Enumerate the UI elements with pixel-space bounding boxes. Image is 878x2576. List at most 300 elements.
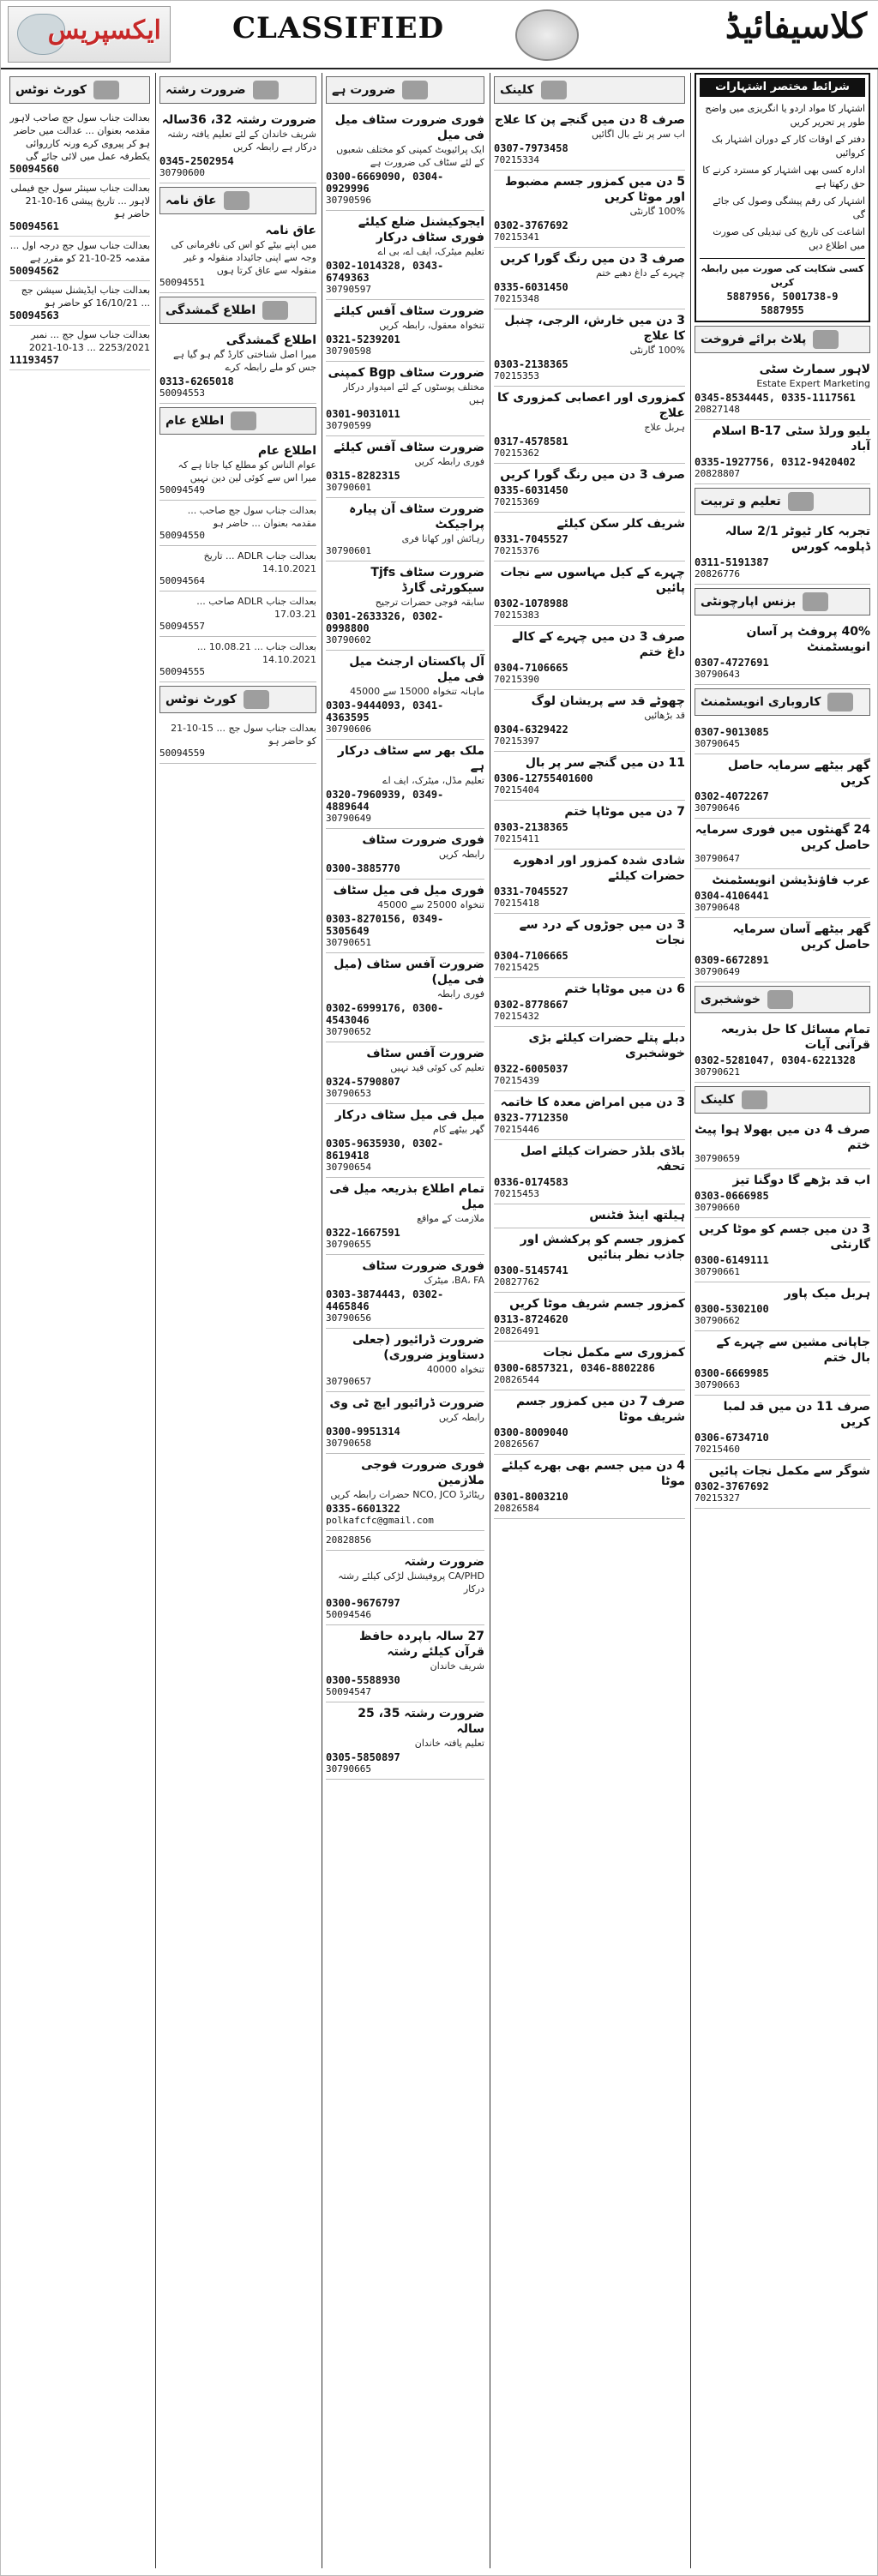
classified-ad [695,1282,870,1331]
ad-code: 30790606 [326,724,371,735]
ad-headline: عرب فاؤنڈیشن انویسٹمنٹ [712,874,870,887]
ad-body: تنخواہ معقول، رابطہ کریں [379,320,484,331]
ad-phone: 0317-4578581 [494,435,568,447]
section-header [695,688,870,716]
classified-ad [695,420,870,484]
classified-ad [695,621,870,685]
classified-ad [695,918,870,982]
ad-headline: صرف 3 دن میں رنگ گورا کریں [500,468,685,482]
ad-body: تعلیم کی کوئی قید نہیں [390,1062,484,1073]
classified-ad [326,1392,484,1454]
ad-headline: ضرورت رشتہ 32، 36سالہ [161,113,316,127]
classified-ad [695,520,870,585]
classified-ad [326,561,484,651]
classified-ad [326,109,484,211]
classified-ad [494,850,685,914]
section-title: عاق نامہ [165,194,217,207]
ad-headline: صرف 11 دن میں قد لمبا کریں [723,1400,870,1429]
classified-ad [326,1454,484,1531]
ad-code: 70215383 [494,609,539,621]
ad-headline: عاق نامہ [265,224,316,237]
ad-body: عوام الناس کو مطلع کیا جاتا ہے کہ میرا اس سے کوئی لین دین نہیں [177,459,316,483]
ad-code: 30790597 [326,284,371,295]
ad-headline: ضرورت آفس سٹاف (میل فی میل) [334,958,484,987]
section-icon [244,690,269,709]
ad-headline: 6 دن میں موٹاپا ختم [564,982,685,996]
notice-text: بعدالت جناب سول جج درجہ اول ... مقدمہ 25-10-21 کو مقرر ہے [9,240,150,264]
ad-code: 70215353 [494,370,539,381]
ad-phone: 0315-8282315 [326,470,400,482]
classified-ad [695,1169,870,1218]
ad-headline: 24 گھنٹوں میں فوری سرمایہ حاصل کریں [695,823,870,852]
section-icon [827,693,853,712]
section-title: تعلیم و تربیت [701,495,781,508]
section-icon [262,301,288,320]
ad-headline: فوری ضرورت سٹاف [362,833,484,847]
rules-item: اشاعت کی تاریخ کی تبدیلی کی صورت میں اطلاع دیں [713,226,865,251]
ad-phone: 0306-6734710 [695,1432,769,1444]
ad-headline: شوگر سے مکمل نجات پائیں [708,1464,870,1478]
section-title: بزنس اپارچونٹی [701,595,797,609]
ad-body: تنخواہ 25000 سے 45000 [377,899,484,910]
section-title: اطلاع عام [165,414,225,428]
notice-text: بعدالت جناب سول جج ... نمبر 2253/2021 ... 13-10-2021 [28,329,150,353]
notice-code: 50094562 [9,265,59,277]
ad-body: چہرے کے داغ دھبے ختم [596,267,685,279]
ad-headline: ضرورت سٹاف آن پیارہ پراجیکٹ [349,502,484,531]
ad-headline: اطلاع عام [257,444,316,458]
ad-phone: 0301-2633326, 0302-0998800 [326,610,444,634]
ad-headline: بلیو ورلڈ سٹی B-17 اسلام آباد [712,424,870,453]
ad-phone: 0301-8003210 [494,1491,568,1503]
ad-code: 20826567 [494,1438,539,1450]
ad-code: 20827762 [494,1276,539,1288]
ad-code: 70215446 [494,1124,539,1135]
section-header [695,326,870,353]
ad-phone: 0321-5239201 [326,333,400,345]
ad-code: 30790649 [695,966,740,977]
ad-headline: 3 دن میں خارش، الرجی، چنبل کا علاج [504,314,685,343]
ad-headline: ملک بھر سے سٹاف درکار ہے [337,744,484,773]
column-rules-property [690,73,874,2568]
ad-headline: ضرورت ڈرائیور ایچ ٹی وی [329,1396,484,1410]
ad-headline: جاپانی مشین سے چہرے کے بال ختم [716,1336,870,1365]
ad-phone: 0303-3874443, 0302-4465846 [326,1288,444,1312]
ad-headline: گھر بیٹھے سرمایہ حاصل کریں [727,759,870,788]
ad-headline: 27 سالہ باپردہ حافظ قرآن کیلئے رشتہ [359,1630,484,1659]
ad-code: 30790599 [326,420,371,431]
ad-code: 30790658 [326,1438,371,1449]
ad-phone: 0303-2138365 [494,821,568,833]
ad-code: 50094555 [159,666,205,677]
notice-code: 50094560 [9,163,59,175]
section-icon [224,191,250,210]
ad-code: 50094559 [159,748,205,759]
ad-code: 30790654 [326,1162,371,1173]
ad-body: CA/PHD پروفیشنل لڑکی کیلئے رشتہ درکار [338,1570,484,1594]
ad-body: 100% گارنٹی [629,345,685,356]
ad-phone: 0300-6669090, 0304-0929996 [326,171,444,195]
ad-code: 30790602 [326,634,371,646]
ad-headline: 4 دن میں جسم بھی بھرے کیلئے موٹا [502,1459,685,1488]
section-title: خوشخبری [701,993,761,1006]
ad-code: 30790646 [695,802,740,814]
classified-ad [695,754,870,819]
ad-phone: 0324-5790807 [326,1076,400,1088]
ad-headline: ہربل میک پاور [784,1287,870,1300]
ad-rules-box [695,73,870,322]
ad-headline: ضرورت ڈرائیور (جعلی دستاویز ضروری) [352,1333,484,1362]
ad-code: 20828856 [326,1534,371,1546]
classified-ad [494,561,685,626]
classified-ad [326,300,484,362]
classified-ad [159,591,316,637]
ad-body: شریف خاندان [430,1660,484,1672]
section-header [494,76,685,104]
ad-body: بعدالت جناب سول جج صاحب ... مقدمہ بعنوان ... حاضر ہو [187,505,316,529]
classified-ad [695,1331,870,1396]
column-court-notices [6,73,153,2568]
ad-headline: 3 دن میں جوڑوں کے درد سے نجات [519,918,685,947]
ad-code: 70215439 [494,1075,539,1086]
section-icon [767,990,793,1009]
court-notice [9,281,150,326]
section-header [159,76,316,104]
section-header [326,76,484,104]
ad-body: اب سر پر نئے بال اگائیں [592,129,685,140]
ad-phone: 0304-6329422 [494,724,568,736]
ad-phone: 0303-2138365 [494,358,568,370]
ad-code: 50094551 [159,277,205,288]
section-icon [541,81,567,99]
classified-ad [326,1178,484,1255]
ad-phone: 0300-5145741 [494,1264,568,1276]
section-title: ضرورت ہے [332,83,396,97]
classified-ad [695,1460,870,1509]
classified-ad [494,464,685,513]
classified-ad [695,1218,870,1282]
ad-headline: کمزور جسم کو پرکشش اور جاذب نظر بنائیں [520,1233,685,1262]
ad-headline: اب قد بڑھے گا دوگنا تیز [732,1174,870,1187]
classified-ad [695,721,870,754]
ad-headline: صرف 8 دن میں گنجے پن کا علاج [494,113,685,127]
rules-item: اشتہار کا مواد اردو یا انگریزی میں واضح طور پر تحریر کریں [705,103,865,128]
ad-headline: ہیلتھ اینڈ فٹنس [589,1209,685,1222]
ad-code: 30790657 [326,1376,371,1387]
column-proposals-notices [155,73,320,2568]
classified-ad [159,109,316,183]
ad-phone: 0302-6999176, 0300-4543046 [326,1002,444,1026]
ad-phone: 0307-4727691 [695,657,769,669]
ad-code: 30790655 [326,1239,371,1250]
ad-code: 70215334 [494,154,539,165]
ad-code: 30790653 [326,1088,371,1099]
rules-phones: 5887956, 5001738-9 [726,291,839,303]
ad-phone: 0307-9013085 [695,726,769,738]
classified-ad [159,219,316,293]
ad-phone: 0303-0666985 [695,1190,769,1202]
classified-ad [326,953,484,1042]
ad-body: بعدالت جناب ADLR صاحب ... 17.03.21 [196,596,316,620]
notice-code: 11193457 [9,354,59,366]
ad-body: تنخواہ 40000 [426,1364,484,1375]
court-notice [9,237,150,281]
ad-headline: 3 دن میں جسم کو موٹا کریں گارنٹی [698,1222,870,1252]
ad-body: ریٹائرڈ NCO, JCO حضرات رابطہ کریں [330,1489,484,1500]
ad-code: 30790645 [695,738,740,749]
ad-code: 70215453 [494,1188,539,1199]
ad-headline: اطلاع گمشدگی [226,333,316,347]
ad-code: 30790662 [695,1315,740,1326]
ad-headline: شادی شدہ کمزور اور ادھورے حضرات کیلئے [514,854,685,883]
ad-phone: 0300-9676797 [326,1597,400,1609]
ad-headline: کمزوری سے مکمل نجات [543,1346,685,1360]
section-title: کاروباری انویسٹمنٹ [701,695,821,709]
rules-title: شرائط مختصر اشتہارات [700,78,865,97]
ad-code: 50094550 [159,530,205,541]
classified-ad [494,1204,685,1228]
ad-code: 70215404 [494,784,539,796]
section-title: کلینک [701,1093,735,1107]
ad-body: رابطہ کریں [438,849,484,860]
classified-ad [494,914,685,978]
ad-body: BA، FA، میٹرک [424,1275,484,1286]
ad-code: 20826776 [695,568,740,579]
ad-headline: شریف کلر سکن کیلئے [556,517,685,531]
ad-phone: 0335-6031450 [494,484,568,496]
section-icon [803,592,828,611]
ad-headline: میل فی میل سٹاف درکار [334,1108,484,1122]
ad-phone: 0304-7106665 [494,950,568,962]
ad-body: فوری رابطہ [436,988,484,1000]
ad-body: ہربل علاج [644,422,685,433]
notice-text: بعدالت جناب ایڈیشنل سیشن جج ... 16/10/21 کو حاضر ہو [21,285,150,309]
ad-phone: 0300-5588930 [326,1674,400,1686]
classified-ad [494,513,685,561]
ad-phone: 0331-7045527 [494,533,568,545]
ad-headline: صرف 7 دن میں کمزور جسم شریف موٹا [515,1395,685,1424]
brand-logo-text: ایکسپریس [47,15,161,45]
notice-code: 50094563 [9,309,59,321]
column-wanted [322,73,488,2568]
section-header [159,297,316,324]
ad-body: ایک پرائیویٹ کمپنی کو مختلف شعبوں کے لئے سٹاف کی ضرورت ہے [336,144,484,168]
classified-ad [159,546,316,591]
section-header [9,76,150,104]
ad-headline: ضرورت آفس سٹاف [366,1047,484,1060]
ad-body: میرا اصل شناختی کارڈ گم ہو گیا ہے جس کو ملے رابطہ کرے [173,349,316,373]
ad-phone: 0306-12755401600 [494,772,593,784]
section-header [695,1086,870,1114]
classified-ad [494,1390,685,1455]
ad-code: 30790651 [326,937,371,948]
section-icon [742,1090,767,1109]
section-header [159,686,316,713]
ad-phone: 0303-8270156, 0349-5305649 [326,913,444,937]
ad-phone: 0309-6672891 [695,954,769,966]
ad-body: فوری رابطہ کریں [414,456,484,467]
ad-code: 30790659 [695,1153,740,1164]
ad-phone: 0302-1014328, 0343-6749363 [326,260,444,284]
ad-phone: 0302-5281047, 0304-6221328 [695,1054,856,1066]
ad-code: 30790649 [326,813,371,824]
rules-item: ادارہ کسی بھی اشتہار کو مسترد کرنے کا حق رکھتا ہے [702,165,865,189]
ad-headline: کمزور جسم شریف موٹا کریں [509,1297,685,1311]
section-icon [788,492,814,511]
classified-ad [326,1104,484,1178]
ad-code: 30790601 [326,545,371,556]
ad-phone: 0335-1927756, 0312-9420402 [695,456,856,468]
ad-phone: 0305-5850897 [326,1751,400,1763]
classified-ad [494,1228,685,1293]
ad-body: بعدالت جناب سول جج ... 15-10-21 کو حاضر ہو [171,723,316,747]
ad-headline: ضرورت رشتہ 35، 25 سالہ [358,1707,484,1736]
ad-phone: 0323-7712350 [494,1112,568,1124]
section-title: کلینک [500,83,534,97]
classified-ad [494,309,685,387]
ad-code: 50094553 [159,387,205,399]
ad-phone: 0304-7106665 [494,662,568,674]
ad-phone: 0331-7045527 [494,886,568,898]
court-notice [9,179,150,237]
rules-office: کسی شکایت کی صورت میں رابطہ کریں [700,258,865,290]
ad-phone: 0300-8009040 [494,1426,568,1438]
ad-headline: لاہور سمارٹ سٹی [759,363,870,376]
classified-ad [159,440,316,501]
classified-ad [695,819,870,869]
ad-headline: صرف 3 دن میں چہرے کے کالے داغ ختم [511,630,685,659]
ad-phone: 0311-5191387 [695,556,769,568]
classified-ad [494,626,685,690]
ad-body: شریف خاندان کے لئے تعلیم یافتہ رشتہ درکار ہے رابطہ کریں [166,129,316,153]
ad-headline: تمام اطلاع بذریعہ میل فی میل [329,1182,484,1211]
court-notice [9,326,150,370]
ad-phone: 0307-7973458 [494,142,568,154]
ad-body: رہائش اور کھانا فری [401,533,484,544]
section-icon [813,330,839,349]
classified-ad [494,1027,685,1091]
classified-ad [326,1625,484,1702]
ad-code: 70215348 [494,293,539,304]
classified-ad [326,1255,484,1329]
ad-headline: کمزوری اور اعصابی کمزوری کا علاج [497,391,685,420]
section-icon [253,81,279,99]
classified-ad [494,801,685,850]
ad-code: 70215376 [494,545,539,556]
classified-ad [695,1119,870,1169]
rules-item: دفتر کے اوقات کار کے دوران اشتہار بک کروائیں [712,134,865,159]
ad-body: ملازمت کے مواقع [417,1213,484,1224]
page-title-english: CLASSIFIED [232,11,445,45]
ad-headline: ضرورت سٹاف آفس کیلئے [334,304,484,318]
ad-body: میں اپنے بیٹے کو اس کی نافرمانی کی وجہ سے اپنی جائیداد منقولہ و غیر منقولہ سے عاق کرتا ہوں [171,239,316,276]
ad-headline: چہرے کے کیل مہاسوں سے نجات پائیں [500,566,685,595]
classified-ad [494,1455,685,1519]
ad-code: 50094564 [159,575,205,586]
classified-ad [494,387,685,464]
ad-phone: 0322-1667591 [326,1227,400,1239]
seal-icon [515,9,579,61]
classified-ad [494,690,685,752]
ad-phone: 0303-9444093, 0341-4363595 [326,700,444,724]
section-icon [402,81,428,99]
ad-phone: 0302-1078988 [494,597,568,609]
ad-code: 30790596 [326,195,371,206]
ad-code: 70215460 [695,1444,740,1455]
ad-phone: 0313-6265018 [159,375,234,387]
ad-phone: 0302-3767692 [695,1480,769,1492]
classified-ad [326,498,484,561]
classified-ad [326,651,484,740]
ad-body: سابقہ فوجی حضرات ترجیح [375,597,484,608]
ad-code: 50094549 [159,484,205,495]
classified-ad [159,501,316,546]
ad-phone: 0300-6669985 [695,1367,769,1379]
classified-ad [695,869,870,918]
ad-headline: 11 دن میں گنجے سر پر بال [525,756,685,770]
classified-ad [326,1551,484,1625]
ad-body: مختلف پوسٹوں کے لئے امیدوار درکار ہیں [343,381,484,405]
ad-body: رابطہ کریں [438,1412,484,1423]
ad-headline: گھر بیٹھے آسان سرمایہ حاصل کریں [732,922,870,952]
classified-ad [326,436,484,498]
section-icon [93,81,119,99]
ad-phone: 0320-7960939, 0349-4889644 [326,789,444,813]
classified-ad [494,109,685,171]
ad-headline: فوری میل فی میل سٹاف [333,884,484,898]
ad-code: 70215341 [494,231,539,243]
ad-phone: 0345-2502954 [159,155,234,167]
classified-ad [326,1042,484,1104]
ad-phone: 0345-8534445, 0335-1117561 [695,392,856,404]
ad-headline: تمام مسائل کا حل بذریعہ قرآنی آیات [720,1023,870,1052]
ad-phone: 0335-6601322 [326,1503,400,1515]
ad-phone: 0300-3885770 [326,862,400,874]
ad-body: تعلیم یافتہ خاندان [414,1738,484,1749]
classified-ad [326,1329,484,1392]
ad-headline: تجربہ کار ٹیوٹر 2/1 سالہ ڈپلومہ کورس [725,525,870,554]
classified-ad [494,1293,685,1342]
ad-body: 100% گارنٹی [629,206,685,217]
brand-logo [8,6,171,63]
ad-code: 30790621 [695,1066,740,1078]
section-header [159,187,316,214]
ad-code: 30790648 [695,902,740,913]
ad-body: قد بڑھائیں [644,710,685,721]
ad-headline: 5 دن میں کمزور جسم مضبوط اور موٹا کریں [504,175,685,204]
ad-code: 20828807 [695,468,740,479]
ad-headline: صرف 3 دن میں رنگ گورا کریں [500,252,685,266]
ad-phone: 0322-6005037 [494,1063,568,1075]
ad-phone: 0300-6857321, 0346-8802286 [494,1362,655,1374]
classified-ad [494,1091,685,1140]
ad-headline: 40% پروفٹ پر آسان انویسٹمنٹ [746,625,870,654]
ad-headline: ضرورت سٹاف آفس کیلئے [334,441,484,454]
ad-code: 30790600 [159,167,205,178]
ad-headline: ضرورت سٹاف Bgp کمپنی [328,366,484,380]
page-title-urdu: کلاسیفائیڈ [725,6,867,46]
ad-code: 70215397 [494,736,539,747]
ad-code: polkafcfc@gmail.com [326,1515,434,1526]
notice-text: بعدالت جناب سول جج صاحب لاہور مقدمہ بعنوان ... عدالت میں حاضر ہو کر پیروی کرے ورنہ کارروائی یکطرفہ عمل میں لائی جائے گی [9,112,150,162]
ad-phone: 0300-9951314 [326,1426,400,1438]
ad-headline: صرف 4 دن میں بھولا ہوا پیٹ ختم [695,1123,870,1152]
classified-ad [326,880,484,953]
ad-code: 20826584 [494,1503,539,1514]
ad-code: 30790665 [326,1763,371,1774]
ad-code: 70215390 [494,674,539,685]
ad-code: 50094557 [159,621,205,632]
